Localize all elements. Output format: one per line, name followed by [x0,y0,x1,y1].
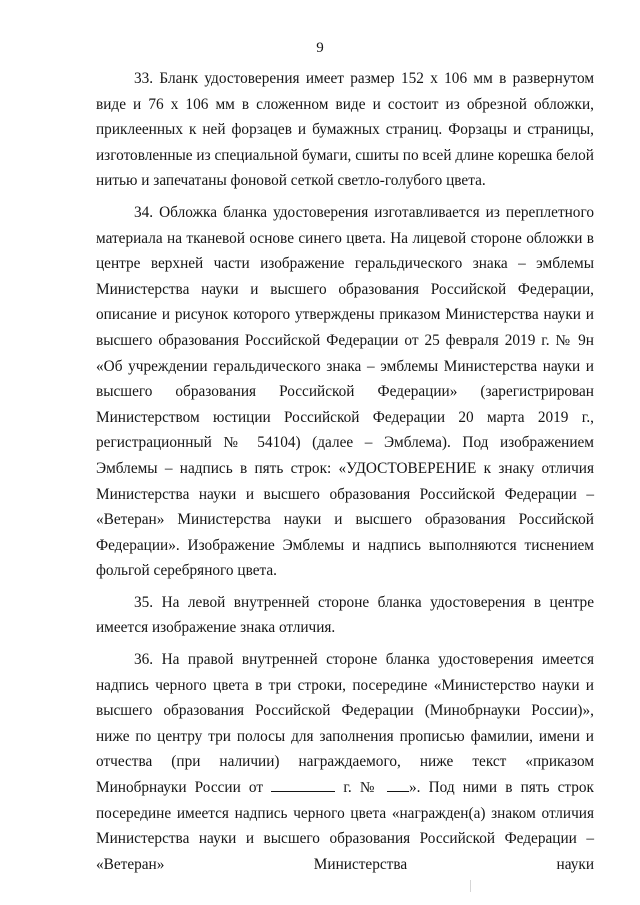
paragraph-36-text-end: ». Под ними в пять строк посередине имеется надпись черного цвета «награжден(а) знаком отличия Министерства науки и высшего образования Российской Федерации – «Ветеран» Министерства науки [96,779,594,873]
paragraph-33: 33. Бланк удостоверения имеет размер 152 х 106 мм в развернутом виде и 76 х 106 мм в сложенном виде и состоит из обрезной обложки, приклеенных к ней форзацев и бумажных страниц. Форзацы и страницы, изготовленные из специальной бумаги, сшиты по всей длине корешка белой нитью и запечатаны фоновой сеткой светло-голубого цвета. [96,70,594,190]
scan-artifact [470,880,471,892]
paragraph-35: 35. На левой внутренней стороне бланка удостоверения в центре имеется изображение знака отличия. [96,593,594,637]
page-number: 9 [316,40,324,56]
order-number-blank-line [387,777,409,792]
paragraph-36-text-start: 36. На правой внутренней стороне бланка удостоверения имеется надпись черного цвета в три строки, посередине «Министерство науки и высшего образования Российской Федерации (Минобрнауки России)», ниже по центру три полосы для заполнения прописью фамилии, имени и отчества (при наличии) награждаемого, ниже текст «приказом Минобрнауки России от [96,651,594,797]
order-date-blank-line [271,777,335,792]
paragraph-36 [96,647,594,877]
paragraph-36-text-number: г. № [343,779,379,797]
document-body [96,66,594,883]
paragraph-34: 34. Обложка бланка удостоверения изготавливается из переплетного материала на тканевой основе синего цвета. На лицевой стороне обложки в центре верхней части изображение геральдического знака – эмблемы Министерства науки и высшего образования Российской Федерации, описание и рисунок которого утверждены приказом Министерства науки и высшего образования Российской Федерации от 25 февраля 2019 г. № 9н «Об учреждении геральдического знака – эмблемы Министерства науки и высшего образования Российской Федерации» (зарегистрирован Министерством юстиции Российской Федерации 20 марта 2019 г., регистрационный № 54104) (далее – Эмблема). Под изображением Эмблемы – надпись в пять строк: «УДОСТОВЕРЕНИЕ к знаку отличия Министерства науки и высшего образования Российской Федерации – «Ветеран» Министерства науки и высшего образования Российской Федерации». Изображение Эмблемы и надпись выполняются тиснением фольгой серебряного цвета. [96,203,594,580]
